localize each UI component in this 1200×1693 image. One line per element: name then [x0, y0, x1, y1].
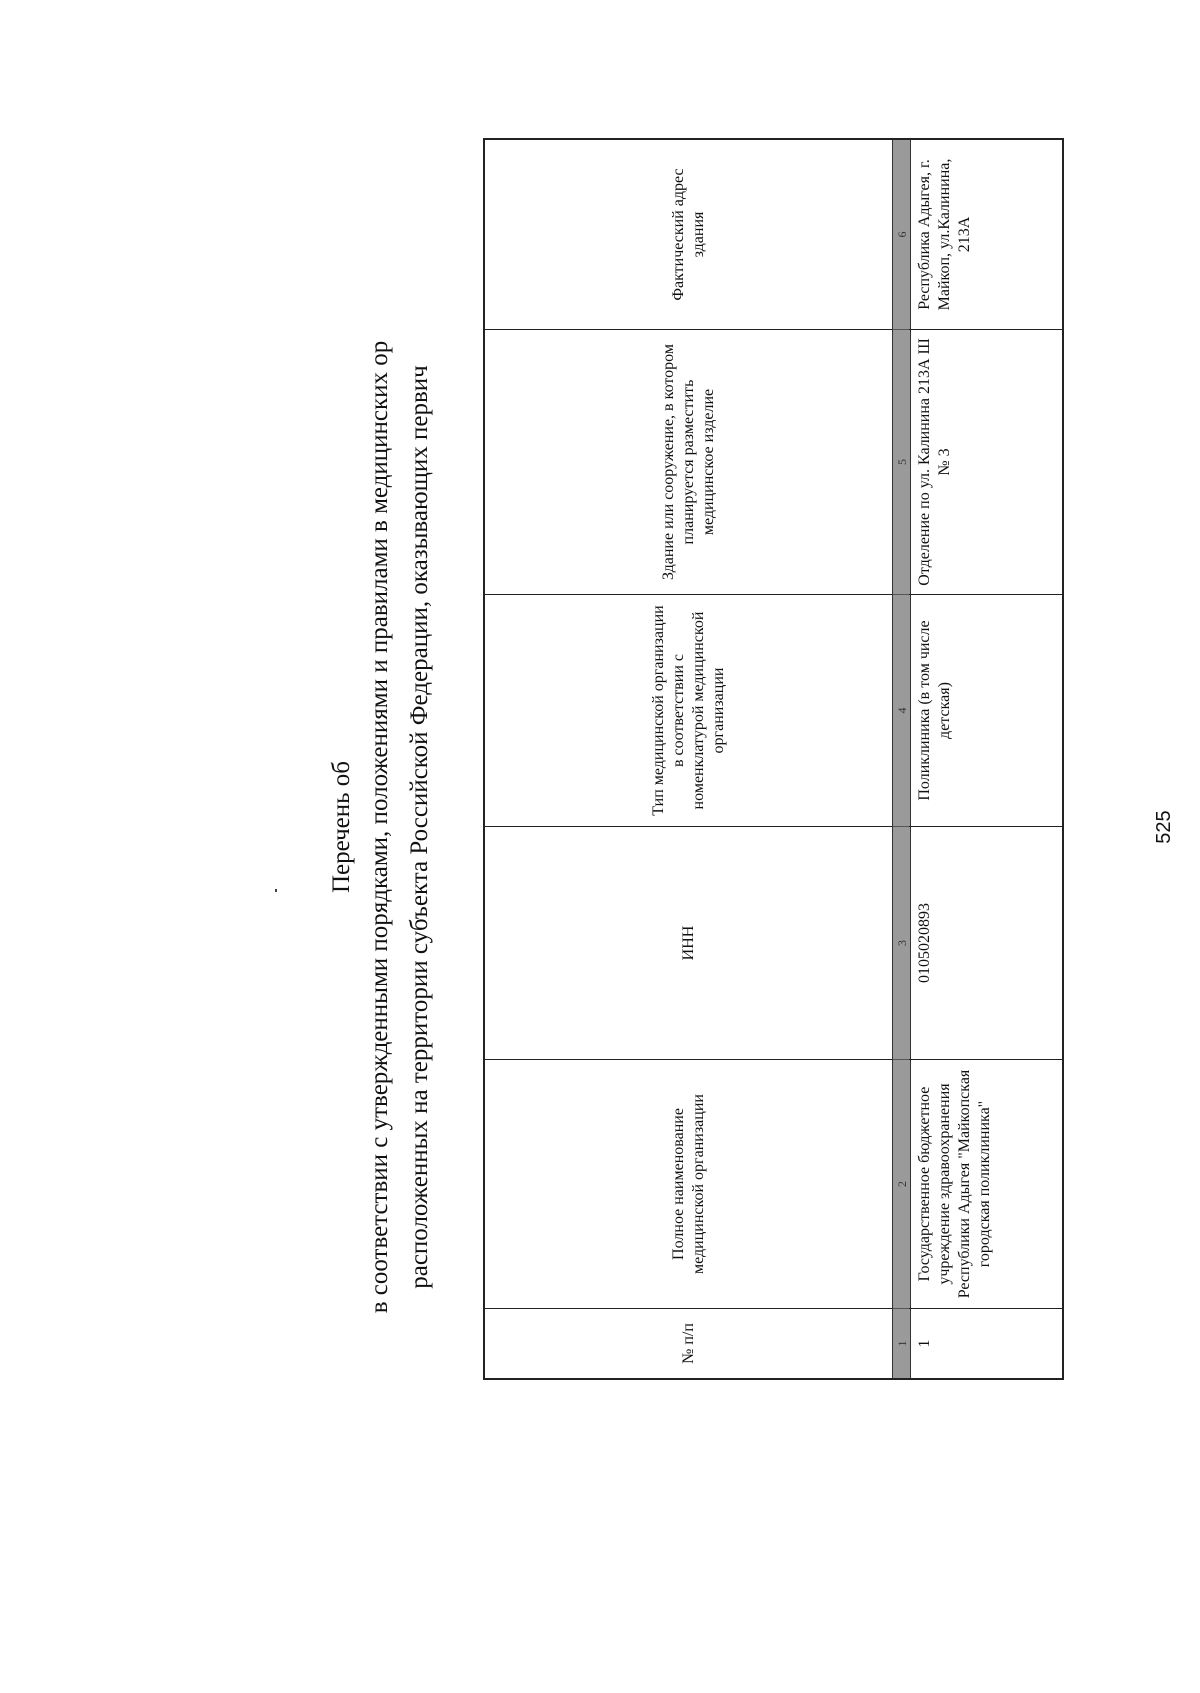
header-cell-full-name: Полное наименование медицинской организации [485, 1059, 892, 1308]
column-number: 3 [893, 826, 910, 1059]
cell-inn: 0105020893 [909, 826, 1062, 1059]
table-row [909, 140, 1062, 1378]
header-cell-org-type: Тип медицинской организации в соответствии с номенклатурой медицинской организации [485, 594, 892, 826]
table-header-row [485, 140, 892, 1378]
rotated-page [180, 107, 1200, 1547]
column-number: 5 [893, 329, 910, 594]
header-cell-address: Фактический адрес здания [669, 168, 707, 301]
header-cell-building: Здание или сооружение, в котором планируется разместить медицинское изделие [485, 329, 892, 594]
page-number: 525 [1153, 810, 1175, 844]
scan-speck [275, 889, 277, 892]
header-cell-inn: ИНН [485, 826, 892, 1059]
cell-address: Республика Адыгея, г. Майкоп, ул.Калинина, 213А [916, 158, 973, 311]
cell-full-name: Государственное бюджетное учреждение здравоохранения Республики Адыгея "Майкопская городская поликлиника" [909, 1059, 1062, 1308]
cell-number: 1 [909, 1308, 1062, 1378]
column-number: 4 [893, 594, 910, 826]
organizations-table [483, 138, 1064, 1380]
document-title: Перечень об [328, 760, 355, 894]
column-number: 6 [894, 231, 909, 238]
cell-building: Отделение по ул. Калинина 213А Ш № 3 [909, 329, 1062, 594]
column-number: 2 [893, 1059, 910, 1308]
header-cell-number: № п/п [485, 1308, 892, 1378]
document-subtitle-line-1: в соответствии с утвержденными порядками, положениями и правилами в медицинских ор [366, 340, 393, 1314]
column-number: 1 [893, 1308, 910, 1378]
cell-org-type: Поликлиника (в том числе детская) [909, 594, 1062, 826]
document-subtitle-line-2: расположенных на территории субъекта Российской Федерации, оказывающих первич [406, 365, 433, 1289]
